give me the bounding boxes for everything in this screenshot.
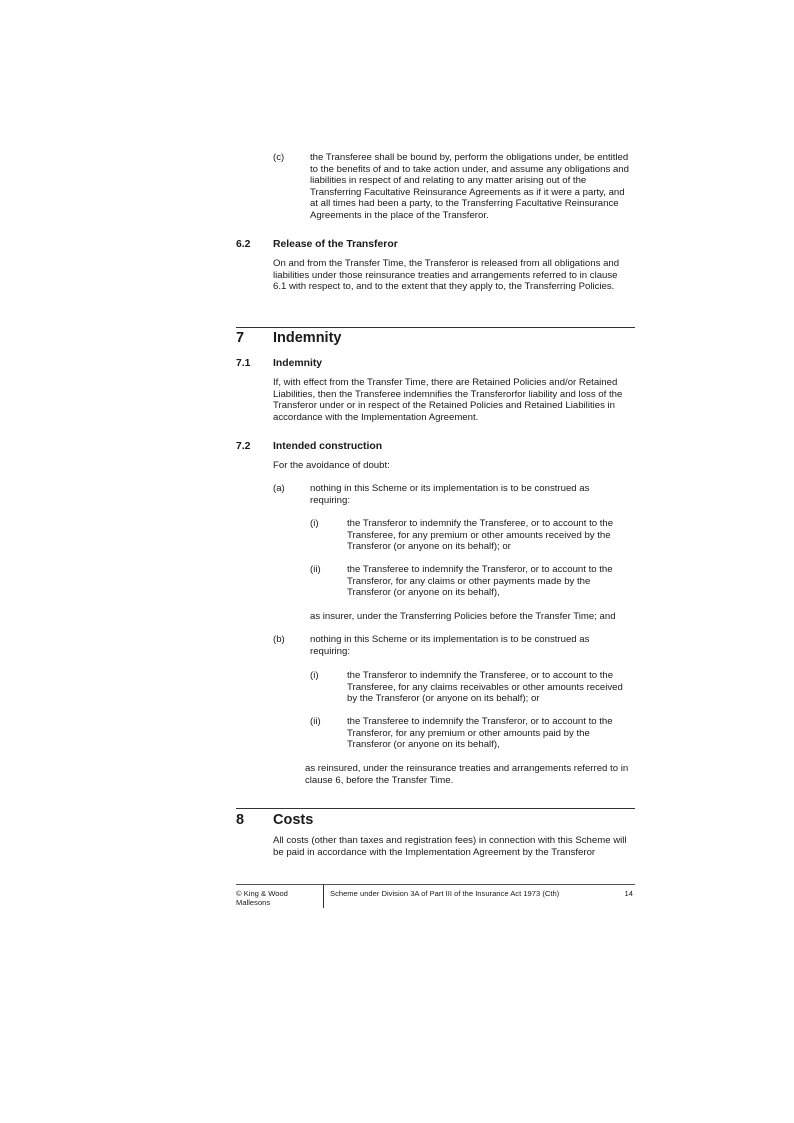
clause-7-2a-ii-text: the Transferee to indemnify the Transferor, or to account to the Transferor, for any claims or other payments made by the Transferor (or anyone on its behalf),	[347, 564, 613, 599]
clause-7-2b-text: nothing in this Scheme or its implementation is to be construed as requiring:	[310, 634, 590, 657]
section-8-text: All costs (other than taxes and registration fees) in connection with this Scheme will be paid in accordance with the Implementation Agreement by the Transferor	[273, 835, 627, 858]
clause-7-2-heading: Intended construction	[273, 441, 383, 452]
footer-page-number: 14	[624, 889, 633, 898]
clause-7-1-number: 7.1	[236, 358, 251, 369]
clause-7-2b-i-text: the Transferor to indemnify the Transferee, or to account to the Transferee, for any claims receivables or other amounts received by the Transferor (or anyone on its behalf); or	[347, 670, 623, 705]
section-7-rule	[236, 327, 635, 328]
clause-7-2a-i-text: the Transferor to indemnify the Transferee, or to account to the Transferee, for any premium or other amounts received by the Transferor (or anyone on its behalf); or	[347, 518, 614, 553]
clause-6-1c-text: the Transferee shall be bound by, perform the obligations under, be entitled to the benefits of and to take action under, and assume any obligations and liabilities in respect of and relating to any matter arising out of the Transferring Facultative Reinsurance Agreements as if it were a party, and at all times had been a party, to the Transferring Facultative Reinsurance Agreements in the place of the Transferor.	[310, 152, 629, 221]
clause-7-2b-tail: as reinsured, under the reinsurance treaties and arrangements referred to in clause 6, before the Transfer Time.	[305, 763, 629, 786]
clause-7-2a-ii-label: (ii)	[310, 564, 321, 575]
section-7-title: Indemnity	[273, 330, 342, 346]
clause-7-2a-text: nothing in this Scheme or its implementation is to be construed as requiring:	[310, 483, 590, 506]
clause-7-2b-label: (b)	[273, 634, 285, 645]
section-8-number: 8	[236, 812, 245, 828]
section-8-rule	[236, 808, 635, 809]
footer-divider	[323, 884, 324, 908]
clause-6-1c-label: (c)	[273, 152, 285, 163]
clause-7-2b-i-label: (i)	[310, 670, 319, 681]
clause-7-2b-ii-label: (ii)	[310, 716, 321, 727]
clause-7-2a-i-label: (i)	[310, 518, 319, 529]
clause-7-1-heading: Indemnity	[273, 358, 323, 369]
clause-6-2-heading: Release of the Transferor	[273, 239, 398, 250]
clause-7-2a-tail: as insurer, under the Transferring Policies before the Transfer Time; and	[310, 611, 616, 622]
footer-firm: © King & Wood Mallesons	[236, 889, 288, 907]
section-7-number: 7	[236, 330, 245, 346]
clause-7-2-number: 7.2	[236, 441, 251, 452]
section-8-title: Costs	[273, 812, 314, 828]
footer-rule	[236, 884, 635, 885]
clause-6-2-number: 6.2	[236, 239, 251, 250]
clause-7-2-intro: For the avoidance of doubt:	[273, 460, 390, 471]
clause-7-1-text: If, with effect from the Transfer Time, there are Retained Policies and/or Retained Liabilities, then the Transferee indemnifies the Transferorfor liability and loss of the Transferor under or in respect of the Retained Policies and Retained Liabilities in accordance with the Implementation Agreement.	[273, 377, 623, 423]
clause-7-2a-label: (a)	[273, 483, 285, 494]
clause-7-2b-ii-text: the Transferee to indemnify the Transferor, or to account to the Transferor, for any premium or other amounts paid by the Transferor (or anyone on its behalf),	[347, 716, 613, 751]
footer-title: Scheme under Division 3A of Part III of the Insurance Act 1973 (Cth)	[330, 889, 560, 898]
clause-6-2-text: On and from the Transfer Time, the Transferor is released from all obligations and liabilities under those reinsurance treaties and arrangements referred to in clause 6.1 with respect to, and to the extent that they apply to, the Transferring Policies.	[273, 258, 620, 293]
